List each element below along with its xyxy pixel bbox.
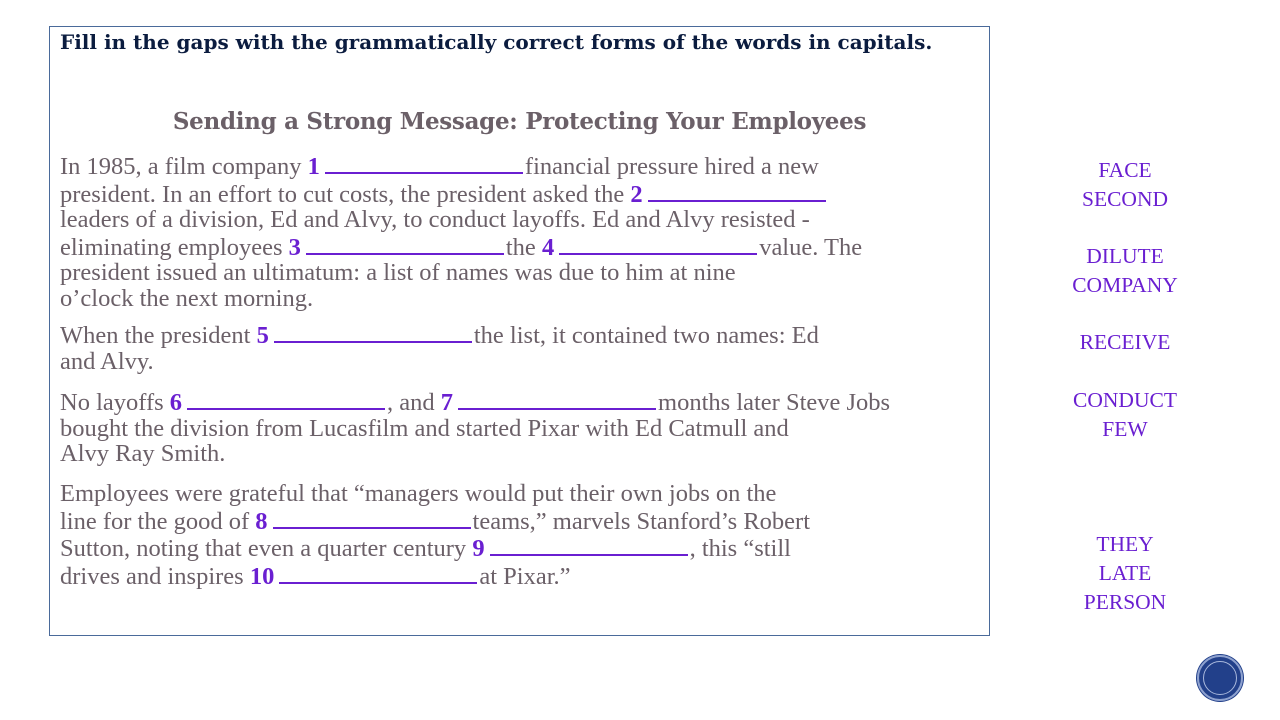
gap-number: 3 <box>288 233 301 261</box>
word-item: RECEIVE <box>1079 330 1171 354</box>
text-span: the list, it contained two names: Ed <box>473 322 819 349</box>
text-span: the <box>505 233 542 261</box>
text-span: months later Steve Jobs <box>658 389 891 416</box>
gap-blank-4[interactable] <box>559 233 757 255</box>
gap-blank-5[interactable] <box>274 321 472 343</box>
gap-blank-6[interactable] <box>187 388 385 410</box>
text-span: teams,” marvels Stanford’s Robert <box>472 507 811 535</box>
gap-number: 10 <box>249 562 275 590</box>
text-line <box>60 562 985 590</box>
text-span: president. In an effort to cut costs, the president asked the <box>60 180 631 208</box>
word-item: DILUTE <box>1086 244 1164 268</box>
word-item: CONDUCT <box>1073 388 1177 412</box>
gap-blank-1[interactable] <box>325 152 523 174</box>
text-span: , and <box>387 389 441 416</box>
gap-blank-7[interactable] <box>458 388 656 410</box>
gap-number: 1 <box>307 153 320 180</box>
text-span: In 1985, a film company <box>60 153 308 180</box>
exercise-panel <box>49 26 990 636</box>
gap-blank-3[interactable] <box>306 233 504 255</box>
circle-nav-icon <box>1203 661 1237 695</box>
text-line <box>60 321 985 349</box>
gap-blank-9[interactable] <box>490 534 688 556</box>
paragraph-4 <box>60 481 985 589</box>
text-line <box>60 507 985 535</box>
word-item: PERSON <box>1083 590 1167 614</box>
text-span: Sutton, noting that even a quarter century <box>60 535 473 562</box>
gap-number: 8 <box>255 507 268 535</box>
gap-number: 7 <box>440 389 454 416</box>
word-item: COMPANY <box>1072 273 1178 297</box>
text-span: No layoffs <box>60 389 170 416</box>
gap-number: 5 <box>256 322 269 349</box>
text-span: When the president <box>60 322 257 349</box>
word-group-4 <box>1045 386 1205 444</box>
gap-number: 9 <box>472 535 485 562</box>
word-group-1 <box>1045 156 1205 214</box>
text-line <box>60 180 985 208</box>
gap-blank-2[interactable] <box>648 180 826 202</box>
word-group-3 <box>1045 328 1205 357</box>
text-span: financial pressure hired a new <box>524 153 819 180</box>
text-line: leaders of a division, Ed and Alvy, to conduct layoffs. Ed and Alvy resisted - <box>60 206 810 233</box>
instruction-text: Fill in the gaps with the grammatically correct forms of the words in capitals. <box>60 30 933 54</box>
text-line <box>60 152 985 180</box>
word-item: LATE <box>1098 561 1152 585</box>
text-line: bought the division from Lucasfilm and started Pixar with Ed Catmull and <box>60 414 789 442</box>
text-line <box>60 534 985 562</box>
text-span: , this “still <box>689 535 791 562</box>
word-item: FACE <box>1098 158 1152 182</box>
slide-nav-button[interactable] <box>1197 655 1243 701</box>
text-span: drives and inspires <box>60 562 250 590</box>
text-span: eliminating employees <box>60 233 289 261</box>
paragraph-2 <box>60 321 985 374</box>
gap-blank-8[interactable] <box>273 507 471 529</box>
word-group-2 <box>1045 242 1205 300</box>
gap-blank-10[interactable] <box>279 562 477 584</box>
text-line <box>60 388 985 416</box>
paragraph-1 <box>60 152 985 311</box>
text-span: at Pixar.” <box>479 562 571 590</box>
text-line <box>60 233 985 261</box>
text-span: line for the good of <box>60 507 256 535</box>
paragraph-3 <box>60 388 985 467</box>
word-item: SECOND <box>1081 187 1168 211</box>
word-item: FEW <box>1102 417 1148 441</box>
text-line: Employees were grateful that “managers would put their own jobs on the <box>60 480 777 507</box>
exercise-title: Sending a Strong Message: Protecting Your Employees <box>172 108 867 135</box>
text-span: value. The <box>759 233 863 261</box>
gap-number: 2 <box>630 180 643 208</box>
gap-number: 4 <box>541 233 555 261</box>
text-line: president issued an ultimatum: a list of names was due to him at nine <box>60 259 736 286</box>
gap-number: 6 <box>169 389 183 416</box>
text-line: and Alvy. <box>60 347 154 375</box>
word-item: THEY <box>1096 532 1154 556</box>
text-line: o’clock the next morning. <box>60 284 314 312</box>
text-line: Alvy Ray Smith. <box>60 440 226 467</box>
word-group-5 <box>1045 530 1205 617</box>
